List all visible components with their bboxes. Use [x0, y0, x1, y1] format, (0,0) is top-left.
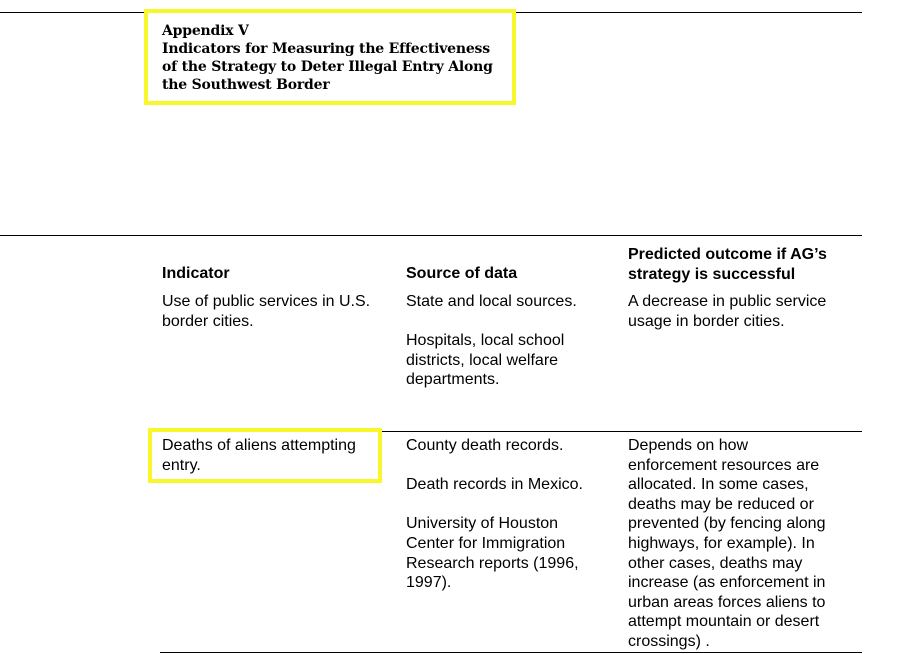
header-indicator: Indicator — [162, 265, 230, 282]
row1-source-line: districts, local welfare — [406, 351, 559, 369]
header-source: Source of data — [406, 265, 518, 282]
row2-outcome-line: crossings) . — [628, 632, 710, 650]
row2-indicator-line: entry. — [162, 456, 201, 474]
header-outcome-line: Predicted outcome if AG’s — [628, 246, 827, 263]
row2-source-line: 1997). — [406, 574, 452, 592]
row2-source-line: Research reports (1996, — [406, 554, 579, 572]
appendix-title-line: the Southwest Border — [162, 77, 330, 93]
section-rule — [0, 235, 862, 236]
row2-outcome-line: prevented (by fencing along — [628, 515, 826, 533]
indicator-highlight-box — [148, 428, 382, 483]
row2-source-gap — [406, 495, 616, 515]
row2-outcome-line: urban areas forces aliens to — [628, 593, 826, 611]
row2-outcome-line: increase (as enforcement in — [628, 574, 826, 592]
row2-source-line: County death records. — [406, 437, 564, 454]
title-highlight-box — [144, 9, 516, 105]
header-outcome-line: strategy is successful — [628, 265, 796, 283]
row1-outcome — [628, 292, 860, 331]
appendix-label: Appendix V — [162, 23, 249, 39]
row2-source-line: Center for Immigration — [406, 534, 566, 552]
header-outcome — [628, 245, 860, 284]
row2-source-line: Death records in Mexico. — [406, 476, 583, 494]
row1-indicator-line: Use of public services in U.S. — [162, 293, 371, 310]
appendix-title-line: of the Strategy to Deter Illegal Entry Along — [162, 59, 493, 75]
row2-outcome-line: enforcement resources are — [628, 456, 820, 474]
row1-outcome-line: A decrease in public service — [628, 293, 827, 310]
row1-outcome-line: usage in border cities. — [628, 312, 785, 330]
row2-outcome-line: deaths may be reduced or — [628, 495, 814, 513]
row2-source-line: University of Houston — [406, 515, 559, 533]
row2-source-gap — [406, 456, 616, 476]
row1-source-gap — [406, 312, 616, 332]
appendix-title-line: Indicators for Measuring the Effectiveness — [162, 41, 490, 57]
row2-outcome-line: Depends on how — [628, 437, 749, 454]
row1-indicator — [162, 292, 402, 331]
row2-outcome-line: highways, for example). In — [628, 534, 815, 552]
row2-source — [406, 436, 616, 593]
row2-outcome-line: other cases, deaths may — [628, 554, 803, 572]
table-bottom-rule — [160, 652, 862, 653]
row1-source — [406, 292, 616, 390]
row1-source-line: departments. — [406, 371, 500, 389]
row2-outcome — [628, 436, 860, 652]
row1-source-line: Hospitals, local school — [406, 332, 565, 350]
row2-outcome-line: attempt mountain or desert — [628, 613, 820, 631]
row1-source-line: State and local sources. — [406, 293, 577, 310]
row1-indicator-line: border cities. — [162, 312, 254, 330]
row2-outcome-line: allocated. In some cases, — [628, 476, 809, 494]
row2-indicator-line: Deaths of aliens attempting — [162, 437, 356, 454]
